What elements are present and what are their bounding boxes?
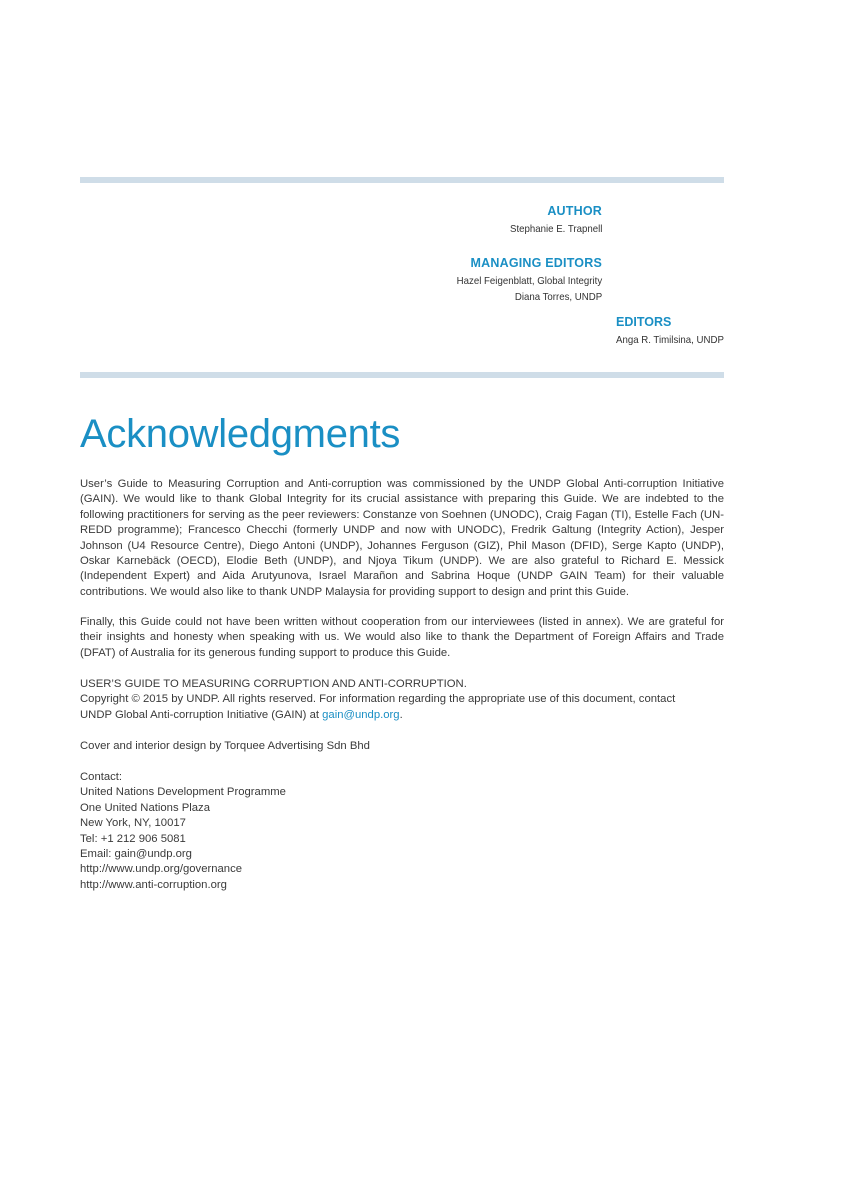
copyright-contact-line — [80, 708, 740, 723]
contact-address: One United Nations Plaza — [80, 801, 210, 814]
editor-name: Anga R. Timilsina, UNDP — [616, 334, 724, 346]
bottom-divider — [80, 372, 724, 378]
managing-editor-name: Diana Torres, UNDP — [514, 291, 602, 303]
contact-url-anti-corruption: http://www.anti-corruption.org — [80, 878, 227, 891]
author-heading: AUTHOR — [547, 204, 602, 218]
managing-editors-heading: MANAGING EDITORS — [470, 256, 602, 270]
managing-editors-credit — [444, 256, 602, 305]
copyright-block — [80, 677, 740, 723]
acknowledgments-paragraph — [80, 477, 724, 600]
managing-editor-name: Hazel Feigenblatt, Global Integrity — [456, 275, 602, 287]
author-credit — [502, 204, 602, 237]
contact-email: Email: gain@undp.org — [80, 848, 192, 861]
copyright-title: USER’S GUIDE TO MEASURING CORRUPTION AND ANTI-CORRUPTION. — [80, 678, 467, 690]
editors-credit — [616, 315, 733, 348]
copyright-notice: Copyright © 2015 by UNDP. All rights reserved. For information regarding the appropriate use of this document, contact — [80, 693, 676, 706]
top-divider — [80, 177, 724, 183]
design-credit — [80, 739, 740, 754]
author-name: Stephanie E. Trapnell — [509, 223, 602, 235]
contact-city: New York, NY, 10017 — [80, 817, 186, 830]
contact-organization: United Nations Development Programme — [80, 786, 286, 799]
gain-email-link[interactable]: gain@undp.org — [322, 708, 400, 721]
editors-heading: EDITORS — [616, 315, 672, 329]
contact-url-governance: http://www.undp.org/governance — [80, 863, 243, 876]
contact-block — [80, 770, 740, 893]
paragraph-text: User’s Guide to Measuring Corruption and Anti-corruption was commissioned by the UNDP Global Anti-corruption Initiative (GAIN). We would like to thank Global Integrity for its crucial assistance with preparing this Guide. We are indebted to the following practitioners for serving as the peer reviewers: Constanze von Soehnen (UNODC), Craig Fagan (TI), Estelle Fach (UN-REDD programme); Francesco Checchi (formerly UNDP and now with UNODC), Fredrik Galtung (Integrity Action), Jesper Johnson (U4 Resource Centre), Diego Antoni (UNDP), Johannes Ferguson (GIZ), Phil Mason (DFID), Serge Kapto (UNDP), Oskar Karnebäck (OECD), Elodie Beth (UNDP), and Njoya Tikum (UNDP). We are also grateful to Richard E. Messick (Independent Expert) and Aida Arutyunova, Israel Marañon and Sabrina Hoque (UNDP GAIN Team) for their valuable contributions. We would also like to thank UNDP Malaysia for providing support to design and print this Guide. — [80, 478, 724, 598]
design-credit-text: Cover and interior design by Torquee Advertising Sdn Bhd — [80, 740, 370, 752]
contact-phone: Tel: +1 212 906 5081 — [80, 832, 186, 845]
contact-label: Contact: — [80, 771, 123, 783]
paragraph-text: Finally, this Guide could not have been written without cooperation from our interviewees (listed in annex). We are grateful for their insights and honesty when speaking with us. We would also like to thank the Department of Foreign Affairs and Trade (DFAT) of Australia for its generous funding support to produce this Guide. — [80, 616, 724, 659]
acknowledgments-paragraph-2 — [80, 615, 724, 661]
copyright-contact-prefix: UNDP Global Anti-corruption Initiative (GAIN) at — [80, 708, 323, 721]
page-title: Acknowledgments — [80, 412, 401, 456]
copyright-contact-suffix: . — [399, 708, 403, 721]
